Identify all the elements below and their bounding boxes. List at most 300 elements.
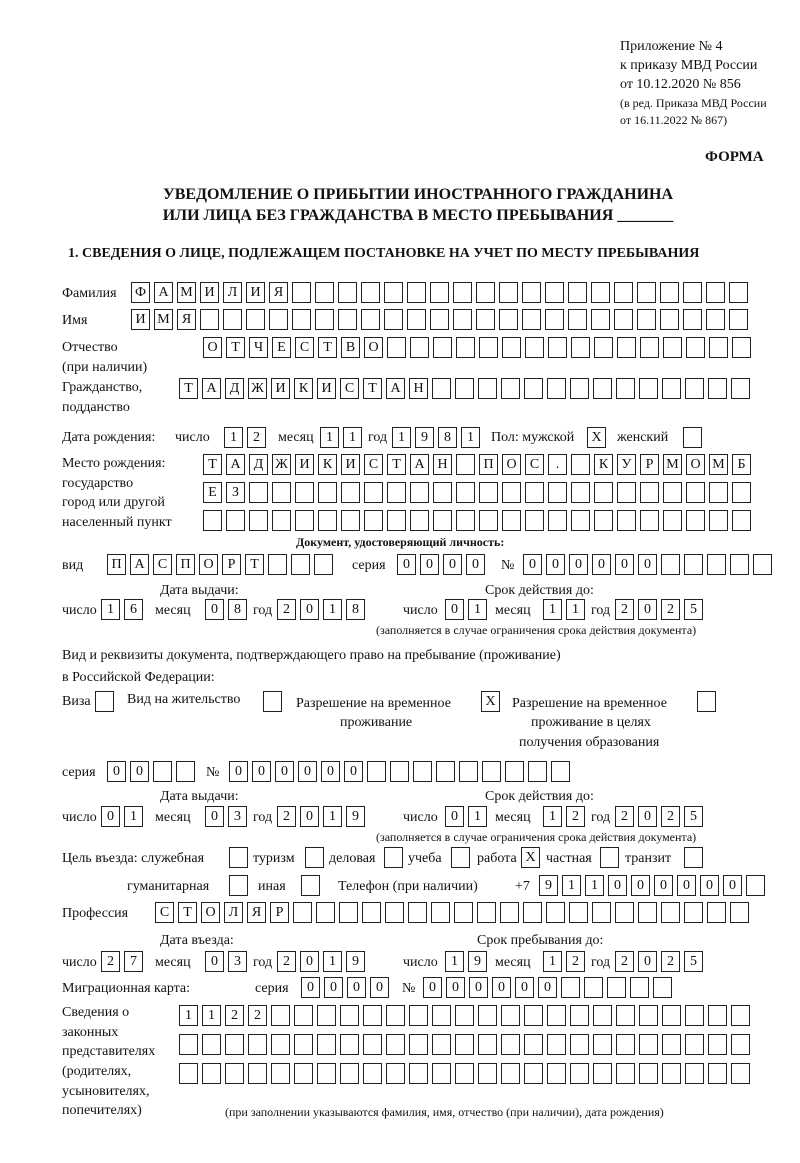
char-box[interactable] <box>271 1034 290 1055</box>
char-box[interactable]: В <box>341 337 360 358</box>
char-box[interactable]: М <box>663 454 682 475</box>
field-doc-number[interactable] <box>523 554 772 575</box>
checkbox[interactable] <box>384 847 403 868</box>
char-box[interactable] <box>614 282 633 303</box>
char-box[interactable] <box>685 378 704 399</box>
char-box[interactable] <box>223 309 242 330</box>
char-box[interactable] <box>272 510 291 531</box>
field-reps3[interactable] <box>179 1063 750 1084</box>
char-box[interactable] <box>685 1034 704 1055</box>
char-box[interactable] <box>502 337 521 358</box>
char-box[interactable]: 5 <box>684 599 703 620</box>
char-box[interactable]: 3 <box>228 951 247 972</box>
char-box[interactable] <box>432 378 451 399</box>
char-box[interactable]: И <box>200 282 219 303</box>
field-surname[interactable] <box>131 282 748 303</box>
char-box[interactable] <box>683 282 702 303</box>
char-box[interactable]: К <box>294 378 313 399</box>
char-box[interactable] <box>338 282 357 303</box>
char-box[interactable]: 0 <box>469 977 488 998</box>
char-box[interactable] <box>340 1005 359 1026</box>
char-box[interactable] <box>571 482 590 503</box>
char-box[interactable] <box>730 902 749 923</box>
char-box[interactable] <box>271 1063 290 1084</box>
char-box[interactable]: 1 <box>543 599 562 620</box>
char-box[interactable] <box>637 309 656 330</box>
char-box[interactable] <box>662 1063 681 1084</box>
field-reps1[interactable] <box>179 1005 750 1026</box>
char-box[interactable] <box>361 309 380 330</box>
char-box[interactable] <box>410 337 429 358</box>
char-box[interactable]: О <box>203 337 222 358</box>
char-box[interactable] <box>637 282 656 303</box>
char-box[interactable] <box>684 554 703 575</box>
char-box[interactable]: М <box>709 454 728 475</box>
char-box[interactable]: 0 <box>229 761 248 782</box>
char-box[interactable] <box>615 902 634 923</box>
checkbox[interactable]: X <box>521 847 540 868</box>
char-box[interactable]: У <box>617 454 636 475</box>
char-box[interactable] <box>708 1005 727 1026</box>
char-box[interactable]: Я <box>247 902 266 923</box>
field-p-tourism[interactable] <box>305 847 324 868</box>
char-box[interactable] <box>501 1034 520 1055</box>
char-box[interactable] <box>384 309 403 330</box>
char-box[interactable]: О <box>686 454 705 475</box>
char-box[interactable] <box>338 309 357 330</box>
char-box[interactable] <box>683 309 702 330</box>
field-doc-issue-month[interactable] <box>205 599 247 620</box>
char-box[interactable]: 1 <box>445 951 464 972</box>
char-box[interactable]: 2 <box>615 951 634 972</box>
char-box[interactable] <box>386 1034 405 1055</box>
char-box[interactable] <box>295 482 314 503</box>
char-box[interactable]: 1 <box>468 599 487 620</box>
char-box[interactable]: 1 <box>202 1005 221 1026</box>
char-box[interactable] <box>686 337 705 358</box>
char-box[interactable]: 0 <box>397 554 416 575</box>
char-box[interactable] <box>384 282 403 303</box>
char-box[interactable] <box>570 1063 589 1084</box>
char-box[interactable] <box>433 337 452 358</box>
char-box[interactable] <box>730 554 749 575</box>
char-box[interactable]: М <box>154 309 173 330</box>
char-box[interactable] <box>292 309 311 330</box>
char-box[interactable] <box>153 761 172 782</box>
char-box[interactable] <box>729 282 748 303</box>
char-box[interactable]: 0 <box>324 977 343 998</box>
field-reps2[interactable] <box>179 1034 750 1055</box>
char-box[interactable] <box>478 1063 497 1084</box>
char-box[interactable]: Т <box>245 554 264 575</box>
char-box[interactable] <box>525 482 544 503</box>
field-right-valid-day[interactable] <box>445 806 487 827</box>
char-box[interactable]: Ф <box>131 282 150 303</box>
char-box[interactable] <box>477 902 496 923</box>
char-box[interactable] <box>547 1034 566 1055</box>
char-box[interactable] <box>432 1063 451 1084</box>
char-box[interactable]: С <box>153 554 172 575</box>
char-box[interactable] <box>568 309 587 330</box>
char-box[interactable]: 1 <box>224 427 243 448</box>
char-box[interactable] <box>291 554 310 575</box>
char-box[interactable]: 1 <box>543 806 562 827</box>
char-box[interactable] <box>410 482 429 503</box>
char-box[interactable] <box>361 282 380 303</box>
char-box[interactable]: С <box>340 378 359 399</box>
char-box[interactable]: 0 <box>275 761 294 782</box>
char-box[interactable] <box>386 1063 405 1084</box>
char-box[interactable] <box>640 337 659 358</box>
checkbox[interactable] <box>451 847 470 868</box>
field-right-series[interactable] <box>107 761 195 782</box>
char-box[interactable]: 5 <box>684 806 703 827</box>
field-stay-month[interactable] <box>543 951 585 972</box>
char-box[interactable]: Б <box>732 454 751 475</box>
char-box[interactable]: 2 <box>661 951 680 972</box>
char-box[interactable] <box>456 337 475 358</box>
char-box[interactable] <box>272 482 291 503</box>
char-box[interactable] <box>179 1063 198 1084</box>
char-box[interactable] <box>616 1005 635 1026</box>
char-box[interactable]: Д <box>249 454 268 475</box>
char-box[interactable] <box>617 510 636 531</box>
field-right-issue-year[interactable] <box>277 806 365 827</box>
char-box[interactable] <box>407 282 426 303</box>
char-box[interactable] <box>455 1063 474 1084</box>
char-box[interactable] <box>524 378 543 399</box>
char-box[interactable]: 0 <box>101 806 120 827</box>
char-box[interactable] <box>753 554 772 575</box>
char-box[interactable]: 0 <box>205 806 224 827</box>
char-box[interactable] <box>314 554 333 575</box>
char-box[interactable] <box>363 1063 382 1084</box>
char-box[interactable] <box>548 482 567 503</box>
char-box[interactable]: Н <box>409 378 428 399</box>
char-box[interactable]: Т <box>203 454 222 475</box>
char-box[interactable] <box>453 282 472 303</box>
char-box[interactable] <box>501 1063 520 1084</box>
char-box[interactable] <box>317 1005 336 1026</box>
char-box[interactable] <box>661 554 680 575</box>
field-doc-valid-day[interactable] <box>445 599 487 620</box>
char-box[interactable] <box>225 1034 244 1055</box>
field-name[interactable] <box>131 309 748 330</box>
field-birth-place2[interactable] <box>203 482 751 503</box>
char-box[interactable] <box>584 977 603 998</box>
char-box[interactable] <box>202 1063 221 1084</box>
char-box[interactable] <box>640 510 659 531</box>
char-box[interactable] <box>685 1063 704 1084</box>
char-box[interactable] <box>432 1005 451 1026</box>
char-box[interactable]: 2 <box>277 951 296 972</box>
char-box[interactable] <box>202 1034 221 1055</box>
char-box[interactable] <box>708 1063 727 1084</box>
char-box[interactable]: К <box>594 454 613 475</box>
char-box[interactable] <box>339 902 358 923</box>
field-patronymic[interactable] <box>203 337 751 358</box>
char-box[interactable]: Т <box>179 378 198 399</box>
char-box[interactable]: Р <box>270 902 289 923</box>
char-box[interactable] <box>387 337 406 358</box>
char-box[interactable]: 0 <box>723 875 742 896</box>
field-right-valid-month[interactable] <box>543 806 585 827</box>
field-right-valid-year[interactable] <box>615 806 703 827</box>
char-box[interactable] <box>387 482 406 503</box>
char-box[interactable]: П <box>479 454 498 475</box>
char-box[interactable] <box>407 309 426 330</box>
char-box[interactable]: 0 <box>638 806 657 827</box>
char-box[interactable] <box>732 510 751 531</box>
char-box[interactable]: 0 <box>423 977 442 998</box>
char-box[interactable] <box>548 337 567 358</box>
char-box[interactable]: Т <box>363 378 382 399</box>
char-box[interactable]: 2 <box>661 806 680 827</box>
field-sex-male[interactable] <box>587 427 606 448</box>
char-box[interactable] <box>593 1034 612 1055</box>
char-box[interactable]: О <box>199 554 218 575</box>
char-box[interactable]: 0 <box>638 951 657 972</box>
char-box[interactable] <box>571 510 590 531</box>
char-box[interactable]: Н <box>433 454 452 475</box>
char-box[interactable] <box>499 309 518 330</box>
char-box[interactable] <box>709 510 728 531</box>
char-box[interactable] <box>482 761 501 782</box>
char-box[interactable] <box>501 378 520 399</box>
char-box[interactable]: 2 <box>277 806 296 827</box>
char-box[interactable] <box>364 510 383 531</box>
char-box[interactable]: 1 <box>543 951 562 972</box>
char-box[interactable] <box>433 510 452 531</box>
char-box[interactable] <box>639 1063 658 1084</box>
char-box[interactable] <box>524 1005 543 1026</box>
char-box[interactable] <box>479 482 498 503</box>
char-box[interactable] <box>528 761 547 782</box>
char-box[interactable]: 0 <box>344 761 363 782</box>
char-box[interactable]: А <box>202 378 221 399</box>
char-box[interactable]: 1 <box>323 599 342 620</box>
char-box[interactable] <box>317 1063 336 1084</box>
char-box[interactable] <box>294 1063 313 1084</box>
field-p-other[interactable] <box>301 875 320 896</box>
char-box[interactable]: Я <box>269 282 288 303</box>
char-box[interactable] <box>593 1063 612 1084</box>
field-mc-series[interactable] <box>301 977 389 998</box>
char-box[interactable]: 2 <box>101 951 120 972</box>
char-box[interactable]: 2 <box>615 599 634 620</box>
char-box[interactable]: 0 <box>638 554 657 575</box>
field-sex-female[interactable] <box>683 427 702 448</box>
char-box[interactable] <box>249 482 268 503</box>
field-p-business[interactable] <box>384 847 403 868</box>
char-box[interactable] <box>363 1005 382 1026</box>
char-box[interactable]: 1 <box>124 806 143 827</box>
char-box[interactable] <box>268 554 287 575</box>
field-profession[interactable] <box>155 902 749 923</box>
char-box[interactable] <box>639 1005 658 1026</box>
char-box[interactable]: О <box>502 454 521 475</box>
char-box[interactable] <box>409 1063 428 1084</box>
char-box[interactable] <box>525 337 544 358</box>
char-box[interactable] <box>551 761 570 782</box>
char-box[interactable] <box>386 1005 405 1026</box>
char-box[interactable] <box>292 282 311 303</box>
char-box[interactable]: 0 <box>445 599 464 620</box>
char-box[interactable]: И <box>341 454 360 475</box>
char-box[interactable]: 1 <box>179 1005 198 1026</box>
char-box[interactable]: 0 <box>615 554 634 575</box>
checkbox[interactable] <box>684 847 703 868</box>
char-box[interactable]: 1 <box>566 599 585 620</box>
char-box[interactable] <box>455 378 474 399</box>
char-box[interactable] <box>409 1005 428 1026</box>
field-phone[interactable] <box>539 875 765 896</box>
char-box[interactable]: 0 <box>631 875 650 896</box>
char-box[interactable] <box>662 378 681 399</box>
char-box[interactable] <box>226 510 245 531</box>
checkbox[interactable] <box>229 875 248 896</box>
char-box[interactable] <box>410 510 429 531</box>
char-box[interactable]: 0 <box>523 554 542 575</box>
checkbox[interactable] <box>697 691 716 712</box>
char-box[interactable]: К <box>318 454 337 475</box>
char-box[interactable]: 5 <box>684 951 703 972</box>
char-box[interactable] <box>545 282 564 303</box>
char-box[interactable]: 0 <box>538 977 557 998</box>
char-box[interactable]: 0 <box>638 599 657 620</box>
char-box[interactable]: 1 <box>323 951 342 972</box>
field-residence[interactable] <box>263 691 282 712</box>
char-box[interactable] <box>478 378 497 399</box>
char-box[interactable]: Т <box>387 454 406 475</box>
char-box[interactable]: 0 <box>445 806 464 827</box>
char-box[interactable] <box>179 1034 198 1055</box>
char-box[interactable] <box>502 510 521 531</box>
field-entry-day[interactable] <box>101 951 143 972</box>
char-box[interactable] <box>640 482 659 503</box>
char-box[interactable] <box>294 1034 313 1055</box>
char-box[interactable] <box>661 902 680 923</box>
char-box[interactable] <box>660 282 679 303</box>
char-box[interactable] <box>546 902 565 923</box>
char-box[interactable] <box>387 510 406 531</box>
char-box[interactable]: С <box>525 454 544 475</box>
char-box[interactable]: А <box>130 554 149 575</box>
char-box[interactable] <box>455 1005 474 1026</box>
char-box[interactable] <box>501 1005 520 1026</box>
char-box[interactable] <box>456 454 475 475</box>
field-doc-kind[interactable] <box>107 554 333 575</box>
char-box[interactable] <box>708 378 727 399</box>
char-box[interactable]: Р <box>222 554 241 575</box>
char-box[interactable] <box>248 1063 267 1084</box>
checkbox[interactable] <box>95 691 114 712</box>
char-box[interactable]: . <box>548 454 567 475</box>
char-box[interactable]: 0 <box>300 599 319 620</box>
char-box[interactable]: 1 <box>461 427 480 448</box>
char-box[interactable]: И <box>131 309 150 330</box>
field-doc-issue-day[interactable] <box>101 599 143 620</box>
char-box[interactable]: 0 <box>546 554 565 575</box>
char-box[interactable]: С <box>155 902 174 923</box>
checkbox[interactable] <box>301 875 320 896</box>
char-box[interactable] <box>413 761 432 782</box>
char-box[interactable] <box>593 1005 612 1026</box>
char-box[interactable]: 7 <box>124 951 143 972</box>
char-box[interactable] <box>499 282 518 303</box>
char-box[interactable] <box>225 1063 244 1084</box>
char-box[interactable]: 2 <box>615 806 634 827</box>
char-box[interactable]: М <box>177 282 196 303</box>
char-box[interactable]: О <box>201 902 220 923</box>
char-box[interactable] <box>638 902 657 923</box>
char-box[interactable]: 1 <box>468 806 487 827</box>
field-entry-month[interactable] <box>205 951 247 972</box>
char-box[interactable]: 0 <box>466 554 485 575</box>
char-box[interactable] <box>478 1034 497 1055</box>
char-box[interactable]: 0 <box>321 761 340 782</box>
char-box[interactable] <box>523 902 542 923</box>
char-box[interactable] <box>591 309 610 330</box>
char-box[interactable] <box>686 510 705 531</box>
char-box[interactable] <box>617 482 636 503</box>
char-box[interactable] <box>408 902 427 923</box>
field-right-number[interactable] <box>229 761 570 782</box>
char-box[interactable]: И <box>271 378 290 399</box>
field-trpe[interactable] <box>697 691 716 712</box>
char-box[interactable] <box>685 1005 704 1026</box>
char-box[interactable]: 0 <box>569 554 588 575</box>
char-box[interactable]: 0 <box>298 761 317 782</box>
char-box[interactable]: 1 <box>320 427 339 448</box>
char-box[interactable]: П <box>107 554 126 575</box>
char-box[interactable] <box>432 1034 451 1055</box>
char-box[interactable] <box>547 378 566 399</box>
char-box[interactable] <box>660 309 679 330</box>
char-box[interactable]: Ж <box>272 454 291 475</box>
field-p-service[interactable] <box>229 847 248 868</box>
char-box[interactable] <box>455 1034 474 1055</box>
char-box[interactable]: 0 <box>443 554 462 575</box>
char-box[interactable] <box>476 282 495 303</box>
char-box[interactable]: 2 <box>661 599 680 620</box>
char-box[interactable] <box>430 309 449 330</box>
char-box[interactable] <box>502 482 521 503</box>
char-box[interactable] <box>706 309 725 330</box>
char-box[interactable] <box>476 309 495 330</box>
char-box[interactable] <box>364 482 383 503</box>
char-box[interactable] <box>663 337 682 358</box>
char-box[interactable]: 9 <box>415 427 434 448</box>
char-box[interactable] <box>390 761 409 782</box>
char-box[interactable]: А <box>386 378 405 399</box>
char-box[interactable] <box>431 902 450 923</box>
char-box[interactable] <box>316 902 335 923</box>
char-box[interactable] <box>731 1063 750 1084</box>
char-box[interactable] <box>522 282 541 303</box>
char-box[interactable]: Ж <box>248 378 267 399</box>
char-box[interactable]: 0 <box>300 806 319 827</box>
char-box[interactable]: 1 <box>343 427 362 448</box>
char-box[interactable] <box>318 510 337 531</box>
field-birth-day[interactable] <box>224 427 266 448</box>
char-box[interactable]: 0 <box>301 977 320 998</box>
field-stay-day[interactable] <box>445 951 487 972</box>
char-box[interactable] <box>456 482 475 503</box>
char-box[interactable]: 9 <box>468 951 487 972</box>
char-box[interactable] <box>524 1063 543 1084</box>
char-box[interactable]: 0 <box>130 761 149 782</box>
